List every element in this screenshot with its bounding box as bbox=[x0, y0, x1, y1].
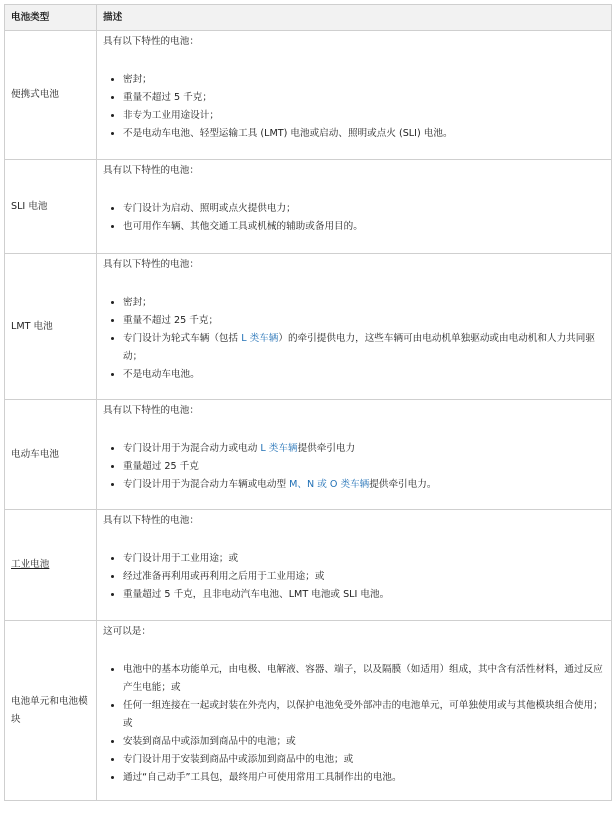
feature-list bbox=[103, 440, 605, 494]
description-cell bbox=[97, 31, 612, 160]
list-item bbox=[123, 440, 605, 458]
list-item: • 密封； bbox=[123, 71, 605, 89]
text-fragment: 专门设计为轮式车辆（包括 bbox=[123, 333, 242, 344]
battery-type-cell: LMT 电池 bbox=[5, 254, 97, 400]
battery-type-cell bbox=[5, 510, 97, 621]
list-item: • 经过准备再利用或再利用之后用于工业用途；或 bbox=[123, 568, 605, 586]
list-item: • 专门设计用于工业用途；或 bbox=[123, 550, 605, 568]
list-item: • 任何一组连接在一起或封装在外壳内，以保护电池免受外部冲击的电池单元，可单独使用或与其他模块组合使用；或 bbox=[123, 697, 605, 733]
description-cell bbox=[97, 400, 612, 510]
table-row bbox=[5, 160, 612, 254]
list-item: • 也可用作车辆、其他交通工具或机械的辅助或备用目的。 bbox=[123, 218, 605, 236]
table-row bbox=[5, 254, 612, 400]
description-intro: 具有以下特性的电池： bbox=[103, 36, 199, 47]
description-intro: 具有以下特性的电池： bbox=[103, 165, 199, 176]
feature-list bbox=[103, 661, 605, 787]
list-item: • 密封； bbox=[123, 294, 605, 312]
battery-type-cell: 便携式电池 bbox=[5, 31, 97, 160]
list-item: • 电池中的基本功能单元，由电极、电解液、容器、端子，以及隔膜（如适用）组成，其中含有活性材料，通过反应产生电能；或 bbox=[123, 661, 605, 697]
battery-type-cell: 电动车电池 bbox=[5, 400, 97, 510]
text-fragment: 专门设计用于为混合动力或电动 bbox=[123, 443, 261, 454]
header-battery-type: 电池类型 bbox=[5, 5, 97, 31]
header-description: 描述 bbox=[97, 5, 612, 31]
table-row bbox=[5, 510, 612, 621]
battery-type-cell: SLI 电池 bbox=[5, 160, 97, 254]
list-item bbox=[123, 476, 605, 494]
list-item: • 专门设计为启动、照明或点火提供电力； bbox=[123, 200, 605, 218]
list-item: • 重量超过 5 千克，且非电动汽车电池、LMT 电池或 SLI 电池。 bbox=[123, 586, 605, 604]
description-intro: 具有以下特性的电池： bbox=[103, 405, 199, 416]
l-category-vehicle-link[interactable]: L 类车辆 bbox=[241, 333, 279, 344]
description-cell bbox=[97, 621, 612, 801]
description-cell bbox=[97, 510, 612, 621]
list-item: • 专门设计用于安装到商品中或添加到商品中的电池；或 bbox=[123, 751, 605, 769]
list-item: • 重量超过 25 千克 bbox=[123, 458, 605, 476]
table-header-row bbox=[5, 5, 612, 31]
description-intro: 这可以是： bbox=[103, 626, 151, 637]
text-fragment: 提供牵引电力。 bbox=[369, 479, 437, 490]
mno-category-vehicle-link[interactable]: M、N 或 O 类车辆 bbox=[289, 479, 370, 490]
list-item bbox=[123, 330, 605, 366]
text-fragment: 提供牵引电力 bbox=[297, 443, 356, 454]
list-item: • 不是电动车电池。 bbox=[123, 366, 605, 384]
text-fragment: ）的牵引提供电力，这些车辆可由电动机单独驱动或由电动机和人力共同驱动； bbox=[123, 333, 595, 362]
feature-list bbox=[103, 200, 605, 236]
feature-list bbox=[103, 550, 605, 604]
battery-types-table bbox=[4, 4, 612, 801]
description-cell bbox=[97, 254, 612, 400]
list-item: • 通过“自己动手”工具包，最终用户可使用常用工具制作出的电池。 bbox=[123, 769, 605, 787]
description-intro: 具有以下特性的电池： bbox=[103, 259, 199, 270]
description-intro: 具有以下特性的电池： bbox=[103, 515, 199, 526]
l-category-vehicle-link[interactable]: L 类车辆 bbox=[260, 443, 298, 454]
table-row bbox=[5, 621, 612, 801]
list-item: • 不是电动车电池、轻型运输工具 (LMT) 电池或启动、照明或点火 (SLI) 电池。 bbox=[123, 125, 605, 143]
table-row bbox=[5, 400, 612, 510]
list-item: • 重量不超过 25 千克； bbox=[123, 312, 605, 330]
feature-list bbox=[103, 294, 605, 384]
list-item: • 重量不超过 5 千克； bbox=[123, 89, 605, 107]
list-item: • 非专为工业用途设计； bbox=[123, 107, 605, 125]
description-cell bbox=[97, 160, 612, 254]
feature-list bbox=[103, 71, 605, 143]
list-item: • 安装到商品中或添加到商品中的电池；或 bbox=[123, 733, 605, 751]
table-row bbox=[5, 31, 612, 160]
battery-type-cell: 电池单元和电池模块 bbox=[5, 621, 97, 801]
text-fragment: 专门设计用于为混合动力车辆或电动型 bbox=[123, 479, 290, 490]
industrial-battery-link[interactable]: 工业电池 bbox=[11, 559, 50, 570]
